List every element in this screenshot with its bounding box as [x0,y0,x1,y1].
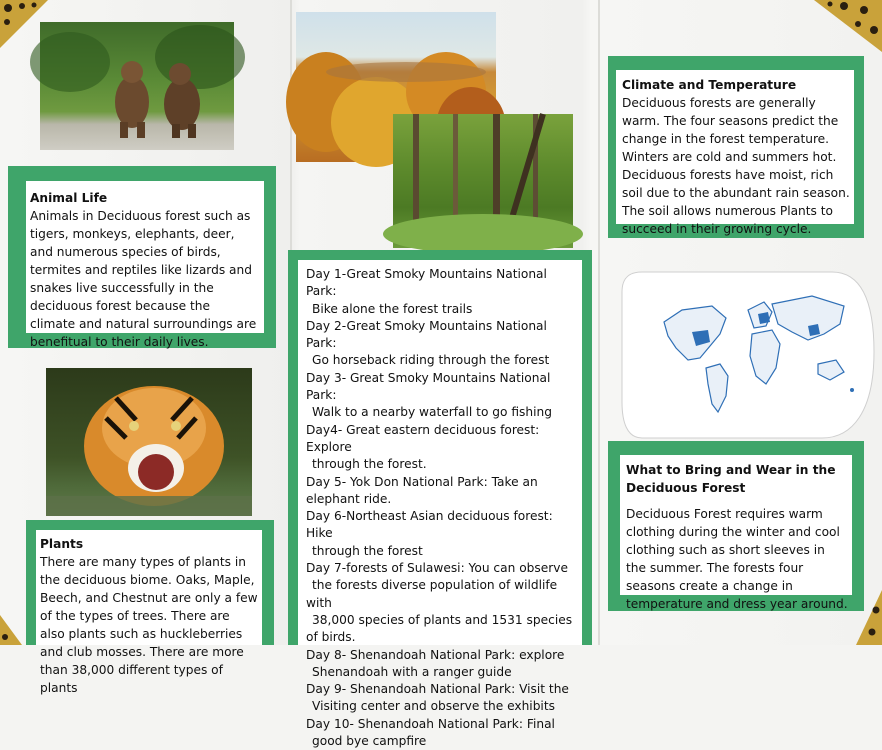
animal-life-card [8,166,276,348]
bring-wear-body: Deciduous Forest requires warm clothing during the winter and cool clothing such as short sleeves in the summer. The forests four seasons create a change in temperature and dress year around. [626,507,848,611]
animal-life-title: Animal Life [30,191,108,205]
plants-title: Plants [40,537,84,551]
green-forest-photo [393,114,573,248]
climate-title: Climate and Temperature [622,78,797,92]
plants-card [26,520,274,695]
leopard-corner-bottom-left [0,615,22,645]
itinerary-day-1: Day 1-Great Smoky Mountains National Park: Bike alone the forest trails [306,267,547,316]
bring-wear-card [608,441,864,611]
itinerary-day-10: Day 10- Shenandoah National Park: Final good bye campfire [306,716,555,749]
leopard-corner-top-right [814,0,882,52]
bring-wear-title: What to Bring and Wear in the Deciduous Forest [626,463,836,495]
fold-line-right [598,0,600,645]
itinerary-day-4: Day4- Great eastern deciduous forest: Explore through the forest. [306,422,540,472]
animal-life-body: Animals in Deciduous forest such as tigers, monkeys, elephants, deer, and numerous species of birds, termites and reptiles like lizards and snakes live successfully in the deciduous forest because the climate and natural surroundings are benefitual to their daily lives. [30,209,257,349]
itinerary-day-9: Day 9- Shenandoah National Park: Visit the Visiting center and observe the exhibits [306,682,569,714]
itinerary-day-8: Day 8- Shenandoah National Park: explore Shenandoah with a ranger guide [306,647,565,679]
world-map-drawing [622,272,874,438]
itinerary-card [288,250,592,749]
itinerary-day-5: Day 5- Yok Don National Park: Take an elephant ride. [306,474,538,506]
itinerary-day-2: Day 2-Great Smoky Mountains National Park: Go horseback riding through the forest [306,318,550,368]
itinerary-list [298,260,582,749]
itinerary-day-7: Day 7-forests of Sulawesi: You can observe the forests diverse population of wildlife with 38,000 species of plants and 1531 species of birds. [306,561,573,645]
bear-cubs-photo [40,22,234,150]
plants-body: There are many types of plants in the deciduous biome. Oaks, Maple, Beech, and Chestnut are only a few of the types of trees. There are also plants such as huckleberries and club mosses. There are more than 38,000 different types of plants [40,555,258,695]
climate-body: Deciduous forests are generally warm. The four seasons predict the change in the forest temperature. Winters are cold and summers hot. Deciduous forests have moist, rich soil due to the abundant rain season. The soil allows numerous Plants to succeed in their growing cycle. [622,96,850,236]
itinerary-day-3: Day 3- Great Smoky Mountains National Park: Walk to a nearby waterfall to go fishing [306,370,552,420]
tiger-photo [46,368,252,516]
itinerary-day-6: Day 6-Northeast Asian deciduous forest: Hike through the forest [306,509,553,558]
climate-card [608,56,864,238]
